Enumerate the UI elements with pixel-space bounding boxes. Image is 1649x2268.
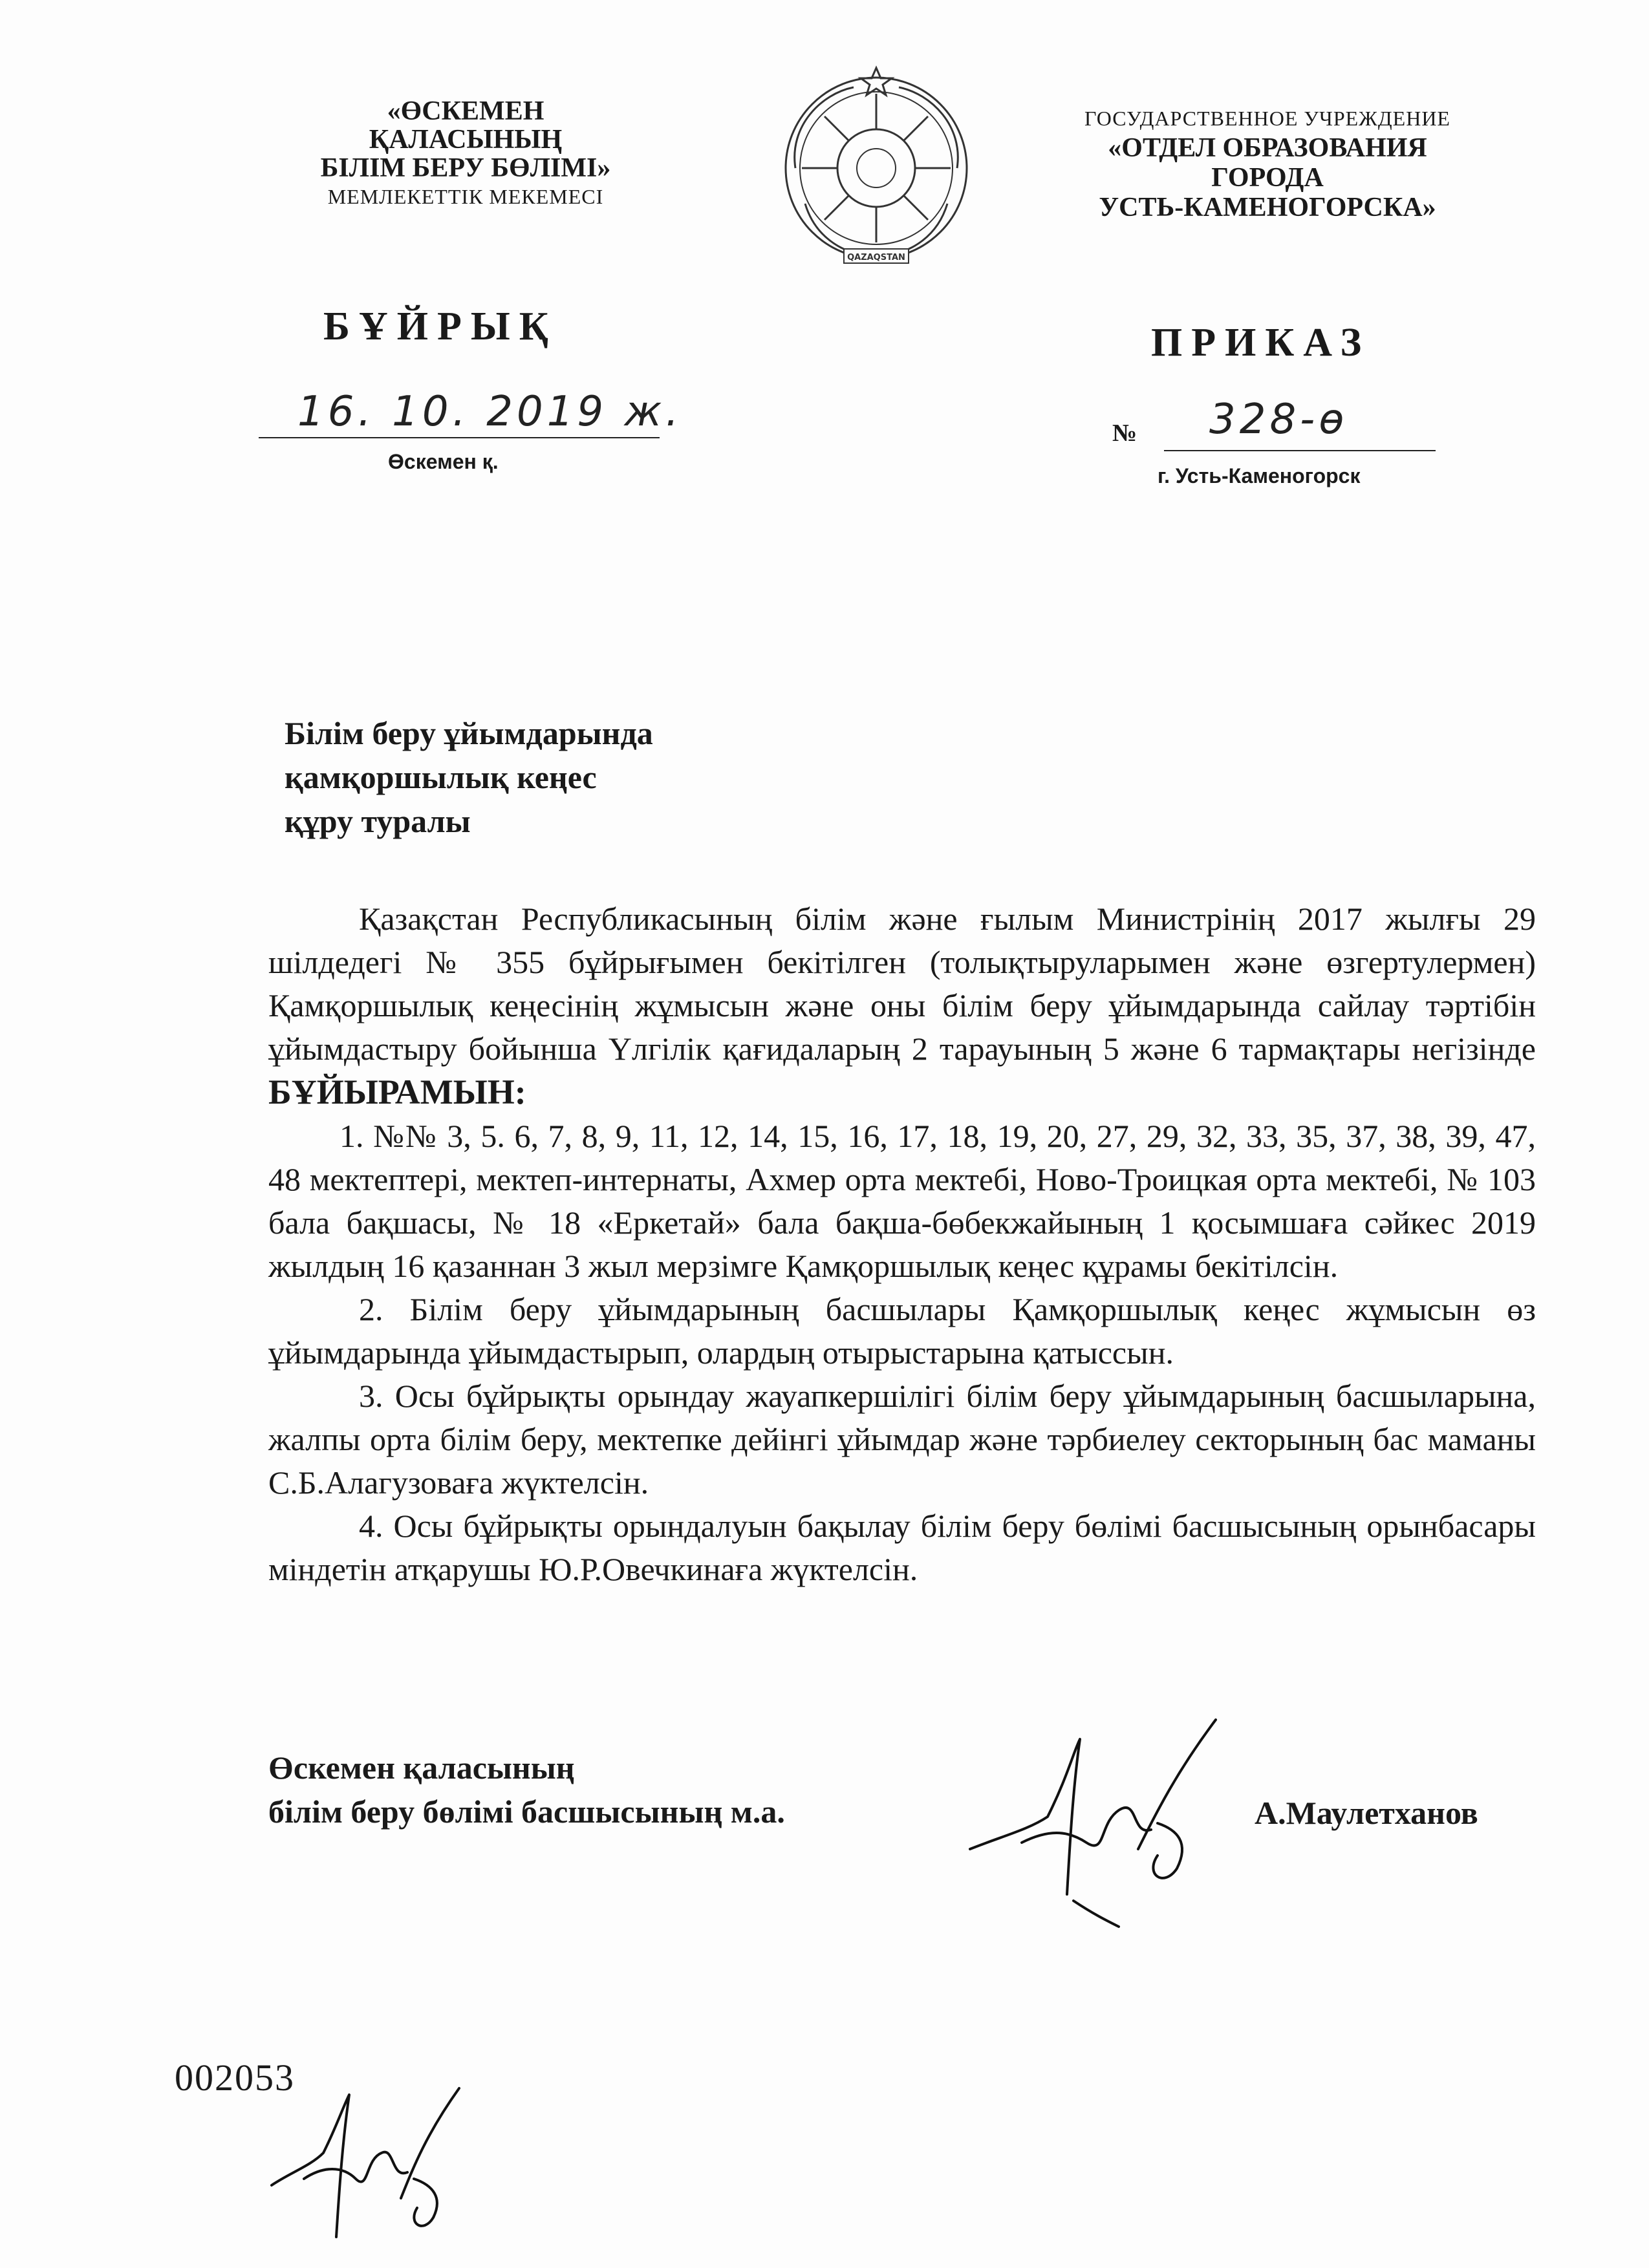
intro-text: Қазақстан Республикасының білім және ғылым Министрінің 2017 жылғы 29 шілдедегі № 355 бұйрығымен бекітілген (толықтыруларымен және өзгертулермен) Қамқоршылық кеңесінің жұмысын және оны білім беру ұйымдарында сайлау тәртібін ұйымдастыру бойынша Үлгілік қағидаларың 2 тарауының 5 және 6 тармақтары негізінде — [268, 901, 1536, 1067]
left-org-type: МЕМЛЕКЕТТІК МЕКЕМЕСІ — [327, 185, 604, 208]
signatory-title-line-1: Өскемен қаласының — [268, 1749, 575, 1786]
city-kz: Өскемен қ. — [388, 450, 499, 473]
command-word: БҰЙЫРАМЫН: — [268, 1073, 526, 1111]
right-org-line-2: ГОРОДА — [1211, 163, 1324, 193]
body-item-2: 2. Білім беру ұйымдарының басшылары Қамқоршылық кеңес жұмысын өз ұйымдарында ұйымдастырып, олардың отырыстарына қатыссын. — [268, 1291, 1536, 1371]
order-date: 16. 10. 2019 ж. — [297, 388, 683, 436]
subject-line-2: қамқоршылық кеңес — [285, 759, 597, 795]
body-intro — [268, 897, 1536, 1115]
left-org-line-2: ҚАЛАСЫНЫҢ — [369, 125, 563, 155]
left-org-line-1: «ӨСКЕМЕН — [387, 96, 544, 126]
signatory-name: А.Маулетханов — [1255, 1795, 1478, 1831]
emblem-text: QAZAQSTAN — [847, 253, 905, 262]
right-org-line-3: УСТЬ-КАМЕНОГОРСКА» — [1099, 193, 1436, 222]
state-emblem-icon — [776, 55, 976, 288]
date-underline — [259, 437, 660, 438]
handwritten-signature-icon — [944, 1681, 1242, 1952]
left-org-line-3: БІЛІМ БЕРУ БӨЛІМІ» — [320, 153, 611, 183]
right-org-line-1: «ОТДЕЛ ОБРАЗОВАНИЯ — [1108, 133, 1427, 163]
order-number: 328-ө — [1209, 396, 1348, 444]
doctype-kz: БҰЙРЫҚ — [323, 305, 557, 348]
doctype-ru: ПРИКАЗ — [1151, 321, 1371, 365]
signatory-title-line-2: білім беру бөлімі басшысының м.а. — [268, 1793, 785, 1830]
form-serial-number: 002053 — [175, 2057, 295, 2099]
body-item-3: 3. Осы бұйрықты орындау жауапкершілігі білім беру ұйымдарының басшыларына, жалпы орта білім беру, мектепке дейінгі ұйымдар және тәрбиелеу секторының бас маманы С.Б.Алагузоваға жүктелсін. — [268, 1378, 1536, 1501]
initials-signature-icon — [252, 2069, 485, 2263]
number-sign: № — [1112, 420, 1137, 447]
subject-line-1: Білім беру ұйымдарында — [285, 715, 653, 751]
order-subject — [285, 711, 653, 843]
subject-line-3: құру туралы — [285, 803, 471, 839]
body-item-4: 4. Осы бұйрықты орындалуын бақылау білім беру бөлімі басшысының орынбасары міндетін атқарушы Ю.Р.Овечкинаға жүктелсін. — [268, 1508, 1536, 1587]
number-underline — [1164, 450, 1436, 451]
body-item-1: 1. №№ 3, 5. 6, 7, 8, 9, 11, 12, 14, 15, 16, 17, 18, 19, 20, 27, 29, 32, 33, 35, 37, 38, 39, 47, 48 мектептері, мектеп-интернаты, Ахмер орта мектебі, Ново-Троицкая орта мектебі, № 103 бала бақшасы, № 18 «Еркетай» бала бақша-бөбекжайының 1 қосымшаға сәйкес 2019 жылдың 16 қазаннан 3 жыл мерзімге Қамқоршылық кеңес құрамы бекітілсін. — [268, 1118, 1536, 1284]
header-right-org — [1022, 103, 1513, 222]
right-org-type: ГОСУДАРСТВЕННОЕ УЧРЕЖДЕНИЕ — [1084, 107, 1450, 130]
header-left-org — [259, 97, 673, 211]
city-ru: г. Усть-Каменогорск — [1158, 464, 1361, 487]
order-body — [268, 897, 1536, 1591]
signatory-title — [268, 1746, 785, 1834]
